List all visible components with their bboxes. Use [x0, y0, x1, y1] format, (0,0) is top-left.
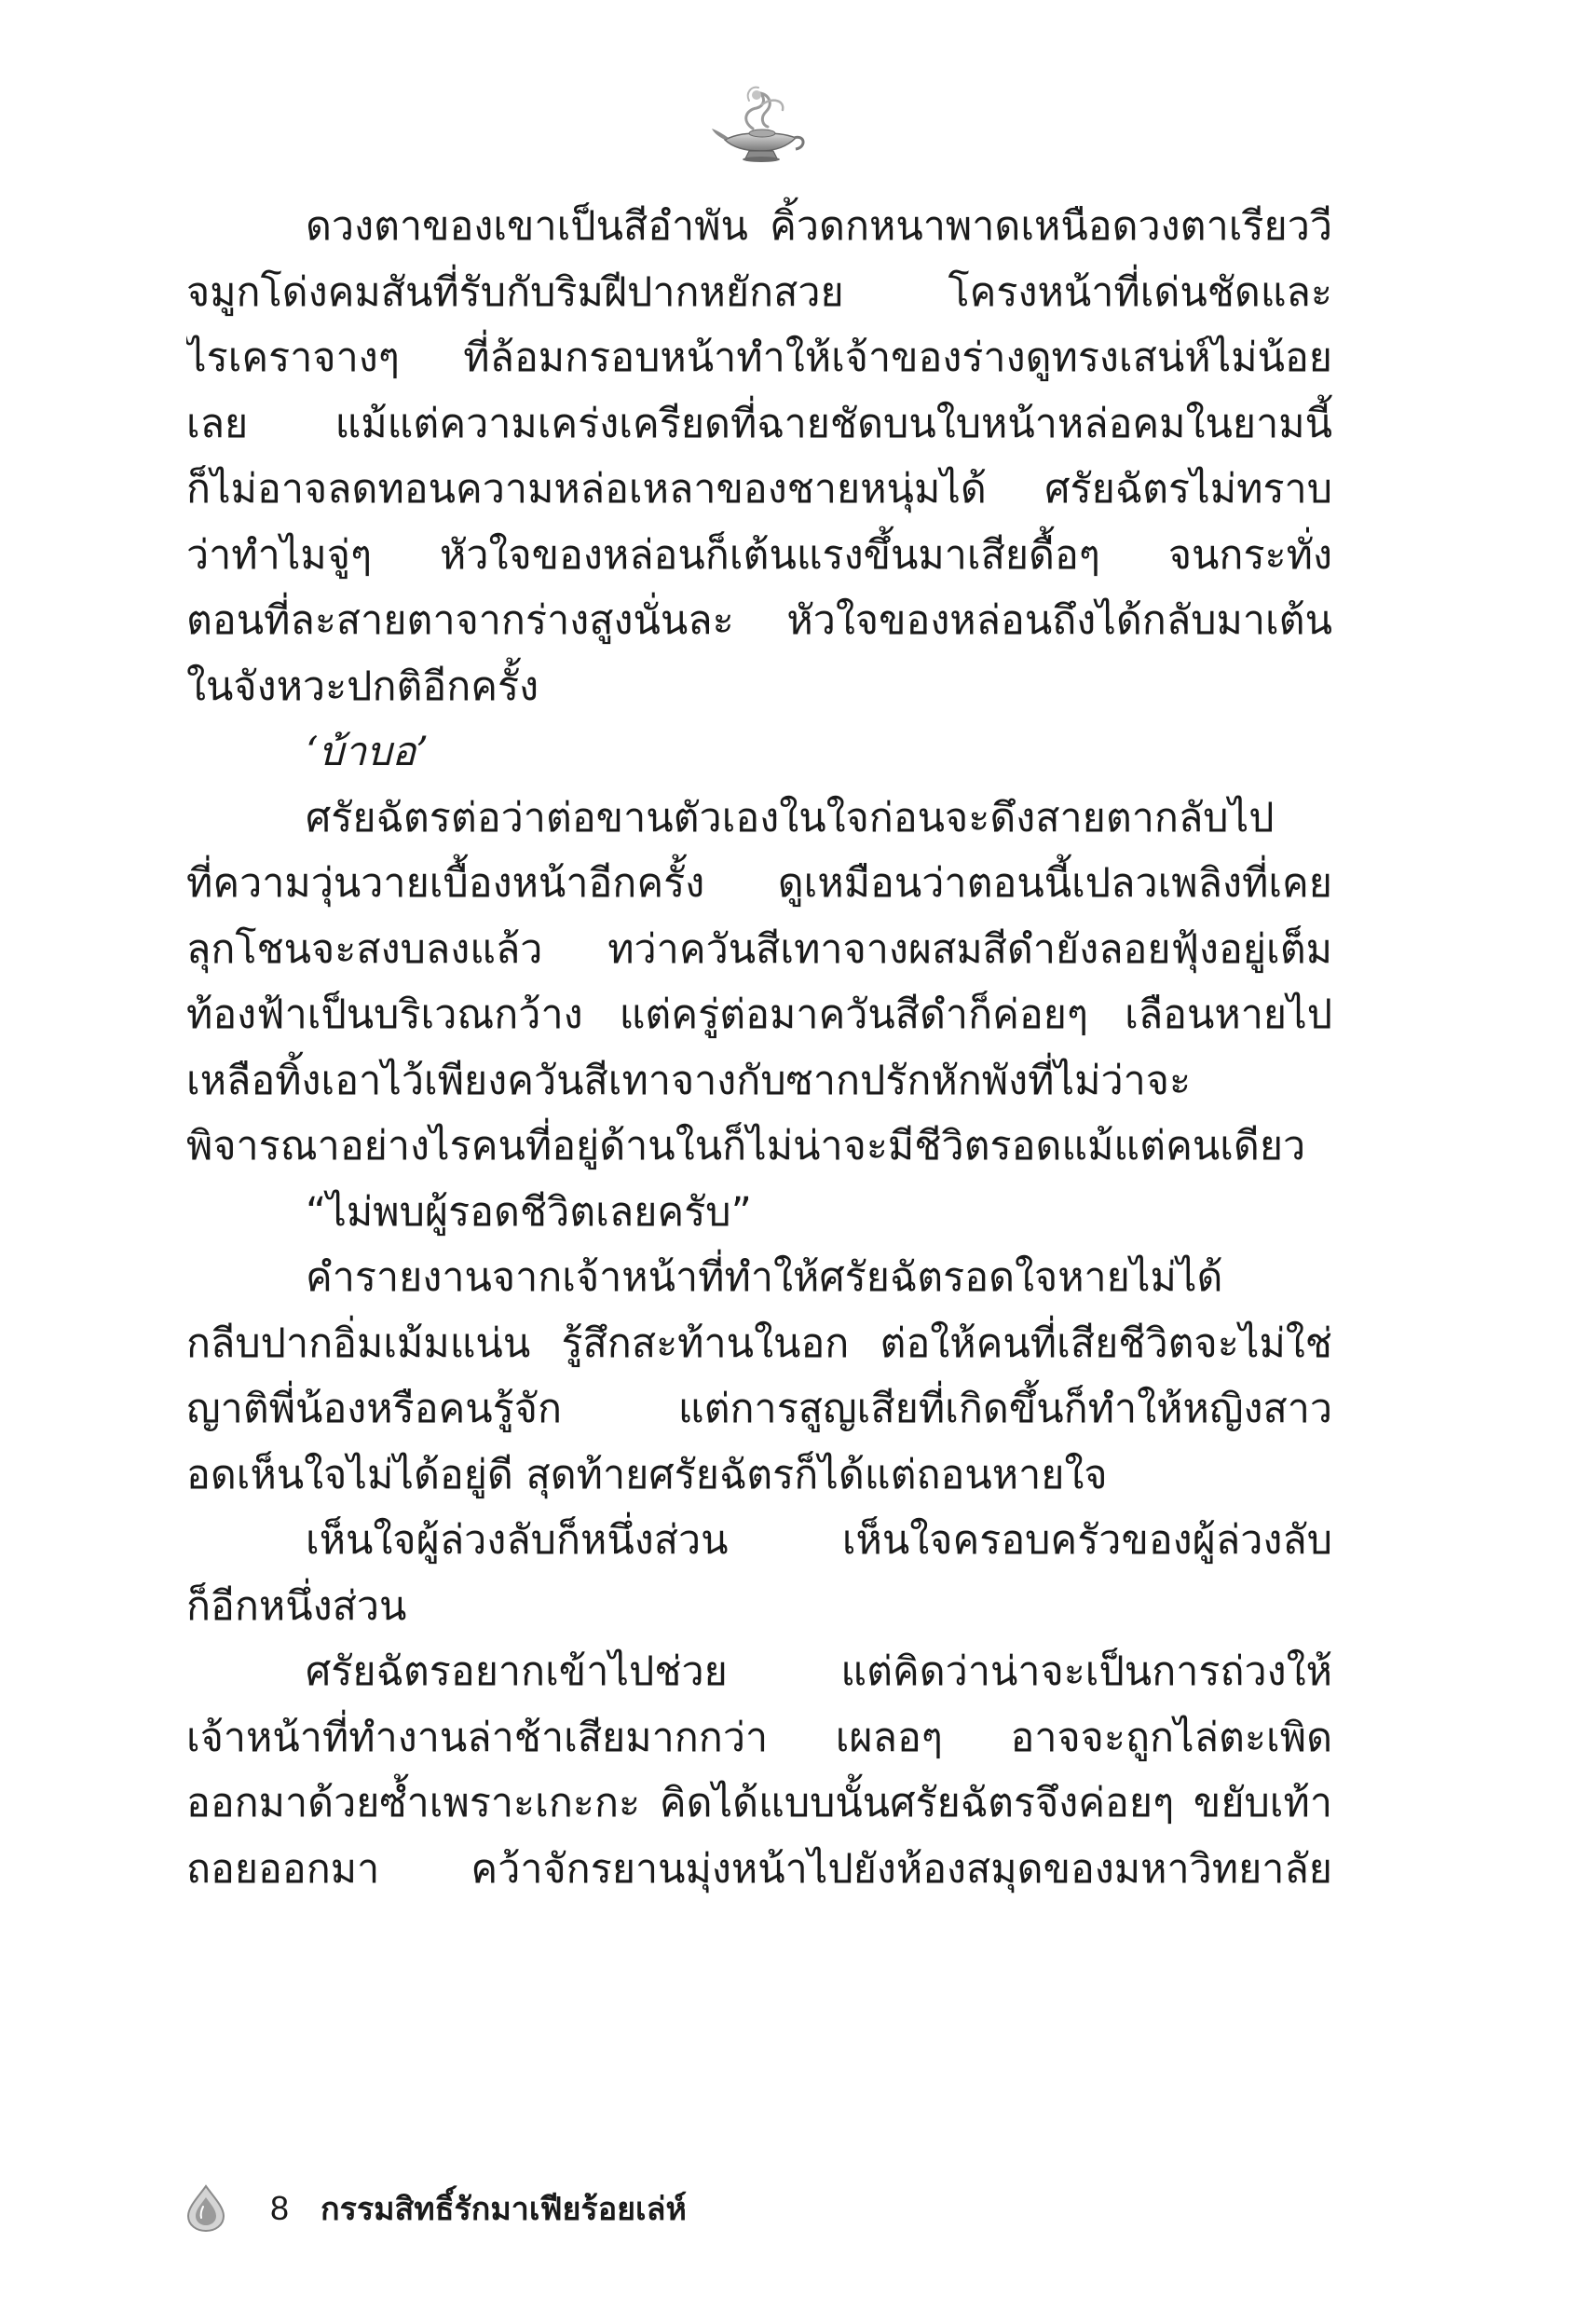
paragraph-7 [186, 1639, 1332, 1902]
page-footer [184, 2181, 687, 2236]
text-line: ตอนที่ละสายตาจากร่างสูงนั่นละ หัวใจของหล่อนถึงได้กลับมาเต้น [186, 597, 1332, 644]
text-line: เลย แม้แต่ความเคร่งเครียดที่ฉายชัดบนใบหน้าหล่อคมในยามนี้ [186, 400, 1332, 447]
text-line: เจ้าหน้าที่ทำงานล่าช้าเสียมากกว่า เผลอๆ อาจจะถูกไล่ตะเพิด [186, 1714, 1332, 1761]
text-line: ถอยออกมา คว้าจักรยานมุ่งหน้าไปยังห้องสมุดของมหาวิทยาลัย [186, 1845, 1332, 1893]
text-line: ‘บ้าบอ’ [306, 729, 429, 775]
paragraph-6 [186, 1508, 1332, 1639]
text-line: ที่ความวุ่นวายเบื้องหน้าอีกครั้ง ดูเหมือนว่าตอนนี้เปลวเพลิงที่เคย [186, 860, 1332, 907]
paragraph-1 [186, 194, 1332, 719]
text-line: ลุกโชนจะสงบลงแล้ว ทว่าควันสีเทาจางผสมสีดำยังลอยฟุ้งอยู่เต็ม [186, 925, 1332, 973]
text-line: ศรัยฉัตรต่อว่าต่อขานตัวเองในใจก่อนจะดึงสายตากลับไป [306, 794, 1275, 841]
text-line: เห็นใจผู้ล่วงลับก็หนึ่งส่วน เห็นใจครอบครัวของผู้ล่วงลับ [306, 1517, 1332, 1564]
book-title: กรรมสิทธิ์รักมาเฟียร้อยเล่ห์ [321, 2191, 687, 2228]
text-line: ท้องฟ้าเป็นบริเวณกว้าง แต่ครู่ต่อมาควันสีดำก็ค่อยๆ เลือนหายไป [186, 991, 1332, 1038]
text-line: พิจารณาอย่างไรคนที่อยู่ด้านในก็ไม่น่าจะมีชีวิตรอดแม้แต่คนเดียว [186, 1123, 1306, 1169]
text-line: “ไม่พบผู้รอดชีวิตเลยครับ” [306, 1188, 752, 1236]
genie-lamp-icon [708, 73, 811, 175]
text-line: ว่าทำไมจู่ๆ หัวใจของหล่อนก็เต้นแรงขึ้นมาเสียดื้อๆ จนกระทั่ง [186, 531, 1332, 579]
text-line: จมูกโด่งคมสันที่รับกับริมฝีปากหยักสวย โครงหน้าที่เด่นชัดและ [186, 268, 1332, 316]
text-line: ในจังหวะปกติอีกครั้ง [186, 663, 539, 710]
text-line: อดเห็นใจไม่ได้อยู่ดี สุดท้ายศรัยฉัตรก็ได้แต่ถอนหายใจ [186, 1451, 1108, 1498]
paragraph-5 [186, 1245, 1332, 1508]
text-line: กลีบปากอิ่มเม้มแน่น รู้สึกสะท้านในอก ต่อให้คนที่เสียชีวิตจะไม่ใช่ [186, 1320, 1332, 1367]
text-line: เหลือทิ้งเอาไว้เพียงควันสีเทาจางกับซากปรักหักพังที่ไม่ว่าจะ [186, 1057, 1192, 1104]
text-line: ก็ไม่อาจลดทอนความหล่อเหลาของชายหนุ่มได้ ศรัยฉัตรไม่ทราบ [186, 466, 1332, 513]
page-number: 8 [270, 2189, 290, 2227]
drop-icon [184, 2184, 227, 2233]
paragraph-3 [186, 786, 1332, 1180]
text-line: คำรายงานจากเจ้าหน้าที่ทำให้ศรัยฉัตรอดใจหายไม่ได้ [306, 1254, 1223, 1301]
text-line: ไรเคราจางๆ ที่ล้อมกรอบหน้าทำให้เจ้าของร่างดูทรงเสน่ห์ไม่น้อย [186, 335, 1332, 381]
text-line: ญาติพี่น้องหรือคนรู้จัก แต่การสูญเสียที่เกิดขึ้นก็ทำให้หญิงสาว [186, 1386, 1332, 1432]
text-line: ศรัยฉัตรอยากเข้าไปช่วย แต่คิดว่าน่าจะเป็นการถ่วงให้ [306, 1648, 1332, 1695]
body-text [186, 194, 1332, 1902]
text-line: ดวงตาของเขาเป็นสีอำพัน คิ้วดกหนาพาดเหนือดวงตาเรียววี [306, 203, 1332, 250]
paragraph-4 [186, 1180, 1332, 1246]
paragraph-2 [186, 719, 1332, 786]
text-line: ออกมาด้วยซ้ำเพราะเกะกะ คิดได้แบบนั้นศรัยฉัตรจึงค่อยๆ ขยับเท้า [186, 1780, 1332, 1826]
text-line: ก็อีกหนึ่งส่วน [186, 1582, 407, 1630]
